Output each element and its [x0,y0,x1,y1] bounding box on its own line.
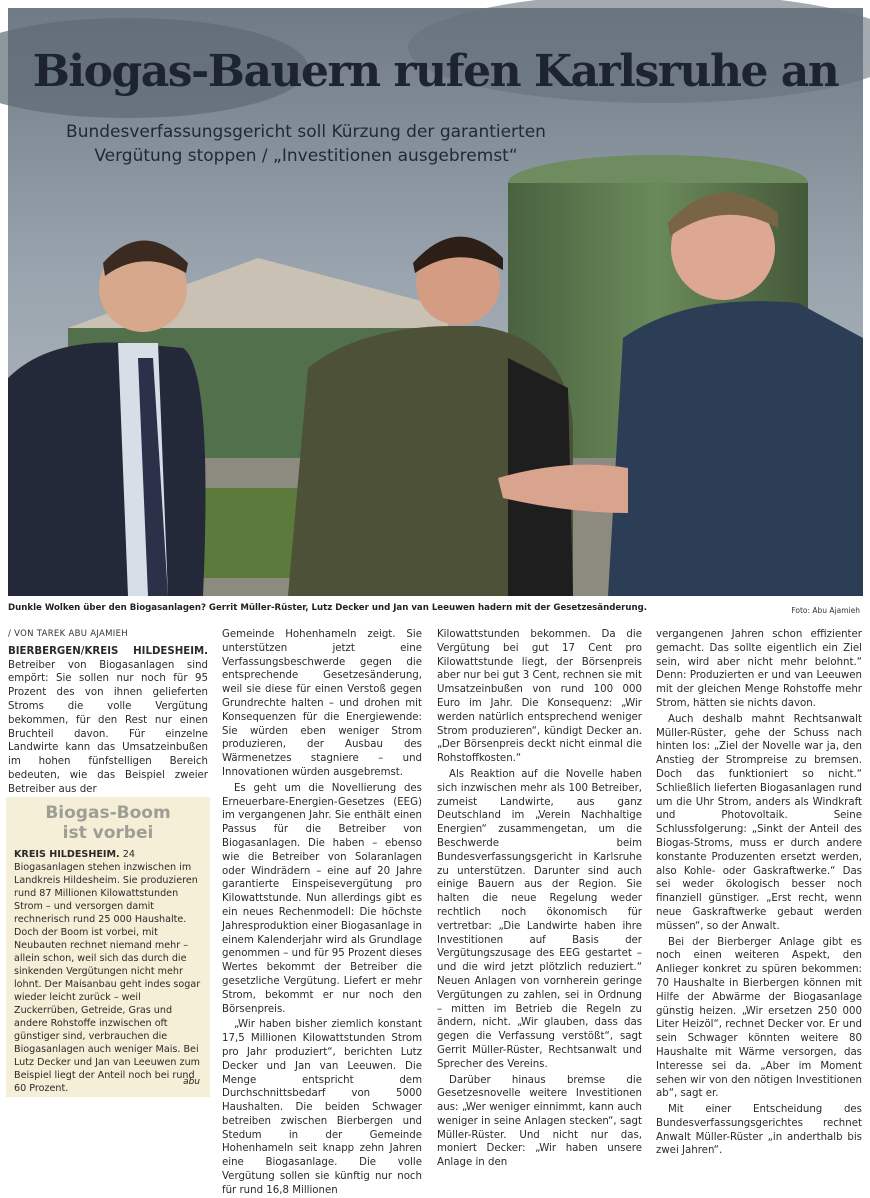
subhead [46,120,566,168]
headline: Biogas-Bauern rufen Karlsruhe an [32,46,839,97]
paragraph: Es geht um die Novellierung des Erneuerbare-Energien-Gesetzes (EEG) im vergangenen Jahr. Sie enthält einen Passus für die Betreiber von Biogasanlagen. Die haben – ebenso wie die Betreiber von Solaranlagen oder Windrädern – eine auf 20 Jahre garantierte Einspeisevergütung pro Kilowattstunde. Nun allerdings gibt es ein neues Rechenmodell: Die höchste Jahresproduktion einer Biogasanlage in einem Kalenderjahr wird als Grundlage genommen – und für 95 Prozent dieses Wertes bekommt der Betreiber die gesetzliche Vergütung. Liefert er mehr Strom, bekommt er nur noch den Börsenpreis. [222,782,422,1015]
byline: / VON TAREK ABU AJAMIEH [8,629,128,639]
info-box-text: 24 Biogasanlagen stehen inzwischen im Landkreis Hildesheim. Sie produzieren rund 87 Millionen Kilowattstunden Strom – und versorgen damit rechnerisch rund 25 000 Haushalte. Doch der Boom ist vorbei, mit Neubauten rechnet niemand mehr – allein schon, weil sich das durch die sinkenden Vergütungen nicht mehr lohnt. Der Maisanbau geht indes sogar wieder leicht zurück – weil Zuckerrüben, Getreide, Gras und andere Rohstoffe inzwischen oft günstiger sind, verbrauchen die Biogasanlagen auch weniger Mais. Bei Lutz Decker und Jan van Leeuwen zum Beispiel liegt der Anteil noch bei rund 60 Prozent. [14,849,201,1094]
subhead-line-2: Vergütung stoppen / „Investitionen ausgebremst“ [94,146,518,166]
paragraph: Kilowattstunden bekommen. Da die Vergütung bei gut 17 Cent pro Kilowattstunde liegt, der Börsenpreis aber nur bei gut 3 Cent, rechnen sie mit Umsatzeinbußen von rund 100 000 Euro im Jahr. Die Konsequenz: „Wir werden natürlich entsprechend weniger Strom produzieren“, kündigt Decker an. „Der Börsenpreis deckt nicht einmal die Rohstoffkosten.“ [437,629,642,765]
paragraph: Gemeinde Hohenhameln zeigt. Sie unterstützen jetzt eine Verfassungsbeschwerde gegen die entsprechende Gesetzesänderung, weil sie diese für einen Verstoß gegen Grundrechte halten – und drohen mit Konsequenzen für die Energiewende: Sie würden eben weniger Strom produzieren, der Ausbau des Wärmenetzes stagniere – und Innovationen würden ausgebremst. [222,629,422,778]
info-box-title-line-1: Biogas-Boom [45,803,171,823]
photo-credit: Foto: Abu Ajamieh [791,606,860,615]
paragraph: vergangenen Jahren schon effizienter gemacht. Das sollte eigentlich ein Ziel sein, wird aber nicht mehr belohnt.“ Denn: Produzierten er und van Leeuwen mit der gleichen Menge Rohstoffe mehr Strom, hätten sie nichts davon. [656,629,862,709]
intro-paragraph [8,645,208,797]
paragraph: „Wir haben bisher ziemlich konstant 17,5 Millionen Kilowattstunden Strom pro Jahr produziert“, berichten Lutz Decker und Jan van Leeuwen. Die Menge entspricht dem Durchschnittsbedarf von 5000 Haushalten. Die beiden Schwager betreiben zwischen Bierbergen und Stedum in der Gemeinde Hohenhameln seit knapp zehn Jahren eine Biogasanlage. Die volle Vergütung sollen sie künftig nur noch für rund 16,8 Millionen [222,1019,422,1196]
subhead-line-1: Bundesverfassungsgericht soll Kürzung der garantierten [66,122,546,142]
paragraph: Auch deshalb mahnt Rechtsanwalt Müller-Rüster, gehe der Schuss nach hinten los: „Ziel der Novelle war ja, den Anstieg der Strompreise zu bremsen. Doch das funktioniert so nicht.“ Schließlich lieferten Biogasanlagen rund um die Uhr Strom, anders als Windkraft und Photovoltaik. Seine Schlussfolgerung: „Sinkt der Anteil des Biogas-Stroms, muss er durch andere konstante Produzenten ersetzt werden, also Kohle- oder Gaskraftwerke.“ Das sei weder ökologisch besser noch finanziell günstiger. „Erst recht, wenn neue Gaskraftwerke gebaut werden müssen“, so der Anwalt. [656,713,862,932]
intro-text: Betreiber von Biogasanlagen sind empört: Sie sollen nur noch für 95 Prozent des von ihnen gelieferten Stroms die volle Vergütung bekommen, für den Rest nur einen Bruchteil davon. Für einzelne Landwirte kann das Umsatzeinbußen im hohen fünfstelligen Bereich bedeuten, wie das Beispiel zweier Betreiber aus der [8,659,208,795]
info-box [6,797,210,1097]
photo-caption: Dunkle Wolken über den Biogasanlagen? Gerrit Müller-Rüster, Lutz Decker und Jan van Leeuwen hadern mit der Gesetzesänderung. [8,603,648,613]
dateline: BIERBERGEN/KREIS HILDESHEIM. [8,645,208,657]
paragraph: Darüber hinaus bremse die Gesetzesnovelle weitere Investitionen aus: „Wer weniger einnimmt, kann auch weniger in seine Anlagen stecken“, sagt Müller-Rüster. Und nicht nur das, moniert Decker: „Wir haben unsere Anlage in den [437,1074,642,1169]
article-column-2 [222,628,422,1196]
paragraph: Mit einer Entscheidung des Bundesverfassungsgerichtes rechnet Anwalt Müller-Rüster „in anderthalb bis zwei Jahren“. [656,1104,862,1157]
article-photo [8,8,863,596]
article-column-3 [437,628,642,1169]
article-column-4 [656,628,862,1157]
person-right-vest [608,301,863,596]
person-left-suit [8,342,206,596]
article-column-1 [8,628,208,798]
info-box-signature: abu [183,1077,200,1087]
info-box-body [14,848,202,1095]
paragraph: Als Reaktion auf die Novelle haben sich inzwischen mehr als 100 Betreiber, zumeist Landwirte, aus ganz Deutschland im „Verein Nachhaltige Energien“ zusammengetan, um die Beschwerde beim Bundesverfassungsgericht in Karlsruhe zu unterstützen. Darunter sind auch einige Bauern aus der Region. Sie halten die neue Regelung weder rechtlich noch ökonomisch für vertretbar: „Die Landwirte haben ihre Investitionen auf Basis der Vergütungszusage des EEG gestartet – und die wird jetzt plötzlich reduziert.“ Neuen Anlagen von vornherein geringe Vergütungen zu zahlen, sei in Ordnung – mitten im Betrieb die Regeln zu ändern, nicht. „Wir glauben, dass das gegen die Verfassung verstößt“, sagt Gerrit Müller-Rüster, Rechtsanwalt und Sprecher des Vereins. [437,768,642,1070]
info-box-title-line-2: ist vorbei [62,823,154,843]
paragraph: Bei der Bierberger Anlage gibt es noch einen weiteren Aspekt, den Anlieger konkret zu spüren bekommen: 70 Haushalte in Bierbergen können mit Hilfe der Abwärme der Biogasanlage günstig heizen. „Wir ersetzen 250 000 Liter Heizöl“, rechnet Decker vor. Er und sein Schwager könnten weitere 80 Haushalte mit Wärme versorgen, das Interesse sei da. „Aber im Moment sehen wir von den nötigen Investitionen ab“, sagt er. [656,936,862,1100]
info-box-dateline: KREIS HILDESHEIM. [14,849,120,860]
info-box-title [14,803,202,843]
